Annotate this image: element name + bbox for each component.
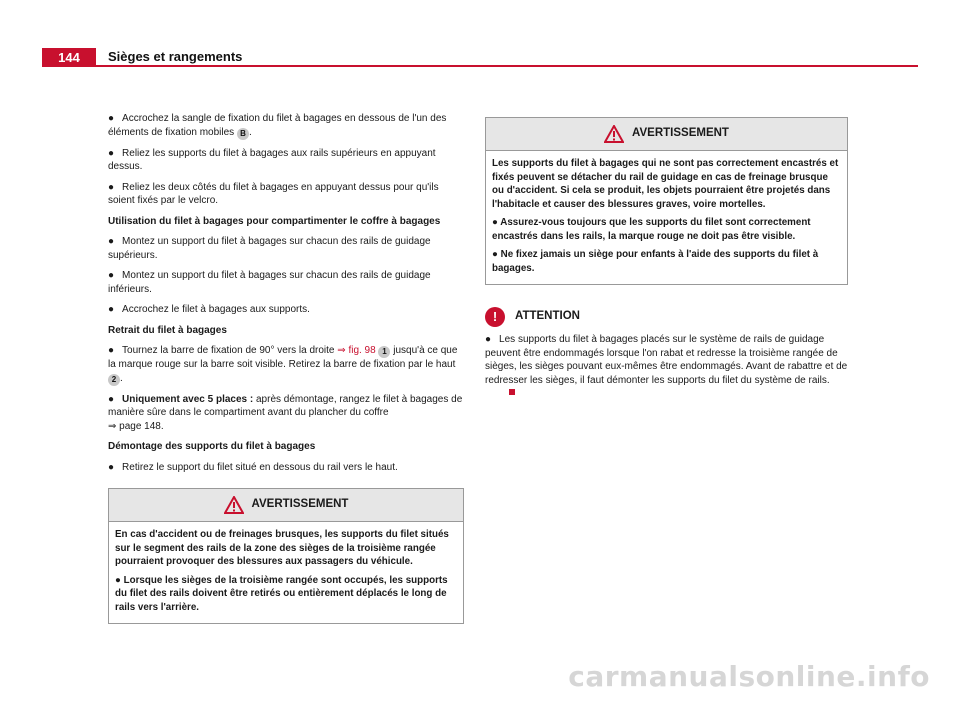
- subheading: Démontage des supports du filet à bagages: [108, 441, 316, 452]
- end-marker: [509, 389, 515, 395]
- right-column: [485, 117, 848, 408]
- attention-text: ● Les supports du filet à bagages placés sur le système de rails de guidage peuvent être endommagés lorsque l'on rabat et redresse la troisième rangée de sièges, les sièges pouvant eux-mêmes être endommagés. Avant de rabattre et de redresser les sièges, il faut démonter les supports du filet du système de rails.: [485, 333, 848, 401]
- marker-2: 2: [108, 374, 120, 386]
- list-item: ● Montez un support du filet à bagages sur chacun des rails de guidage supérieurs.: [108, 236, 431, 261]
- warning-triangle-icon: [604, 125, 624, 143]
- attention-icon: !: [485, 307, 505, 327]
- subheading: Retrait du filet à bagages: [108, 324, 227, 336]
- page-header: [42, 48, 918, 67]
- warning-title: AVERTISSEMENT: [632, 127, 729, 140]
- figure-link[interactable]: ⇒ fig. 98: [337, 345, 376, 356]
- attention-header: [485, 307, 848, 327]
- warning-body: [486, 151, 847, 284]
- left-column: [108, 112, 464, 624]
- list-item: ● Retirez le support du filet situé en dessous du rail vers le haut.: [108, 461, 398, 473]
- warning-header: [109, 489, 463, 522]
- marker-b: B: [237, 128, 249, 140]
- warning-text: En cas d'accident ou de freinages brusques, les supports du filet situés sur le segment des rails de la zone des sièges de la troisième rangée pourraient provoquer des blessures aux passagers du véhicule.: [115, 529, 449, 567]
- warning-box: [485, 117, 848, 285]
- warning-bullet: ● Ne fixez jamais un siège pour enfants à l'aide des supports du filet à bagages.: [492, 249, 819, 274]
- warning-bullet: ● Lorsque les sièges de la troisième rangée sont occupés, les supports du filet des rails doivent être retirés ou entièrement déplacés le long de rails vers l'arrière.: [115, 574, 448, 613]
- list-item: ● Accrochez la sangle de fixation du filet à bagages en dessous de l'un des éléments de fixation mobiles B .: [108, 113, 447, 138]
- list-item: ● Reliez les supports du filet à bagages aux rails supérieurs en appuyant dessus.: [108, 147, 436, 172]
- list-item: ● Reliez les deux côtés du filet à bagages en appuyant dessus pour qu'ils soient fixés par le velcro.: [108, 181, 439, 206]
- page-link[interactable]: ⇒ page 148.: [108, 420, 164, 432]
- warning-text: Les supports du filet à bagages qui ne sont pas correctement encastrés et fixés peuvent se détacher du rail de guidage en cas de freinage brusque ou d'accident. Si cela se produit, les objets pourraient être projetés dans l'habitacle et causer des blessures graves, voire mortelles.: [492, 158, 839, 210]
- header-rule: [96, 65, 918, 67]
- watermark: carmanualsonline.info: [568, 660, 930, 693]
- list-item: ● Accrochez le filet à bagages aux supports.: [108, 304, 310, 315]
- list-item: ● Montez un support du filet à bagages sur chacun des rails de guidage inférieurs.: [108, 270, 431, 295]
- chapter-title: Sièges et rangements: [108, 49, 243, 64]
- warning-body: [109, 522, 463, 623]
- marker-1: 1: [378, 346, 390, 358]
- warning-title: AVERTISSEMENT: [251, 498, 349, 511]
- warning-triangle-icon: [224, 496, 244, 514]
- attention-title: ATTENTION: [515, 310, 580, 323]
- warning-header: [486, 118, 847, 151]
- page-number: 144: [42, 48, 96, 67]
- warning-box: [108, 488, 464, 624]
- list-item: ● Uniquement avec 5 places : après démontage, rangez le filet à bagages de manière sûre dans le compartiment avant du plancher du coffre ⇒ page 148.: [108, 393, 463, 432]
- warning-bullet: ● Assurez-vous toujours que les supports du filet sont correctement encastrés dans les rails, la marque rouge ne doit pas être visible.: [492, 217, 811, 242]
- list-item: ● Tournez la barre de fixation de 90° vers la droite ⇒ fig. 98 1 jusqu'à ce que la marque rouge sur la barre soit visible. Retirez la barre de fixation par le haut 2 .: [108, 345, 458, 384]
- subheading: Utilisation du filet à bagages pour compartimenter le coffre à bagages: [108, 215, 441, 227]
